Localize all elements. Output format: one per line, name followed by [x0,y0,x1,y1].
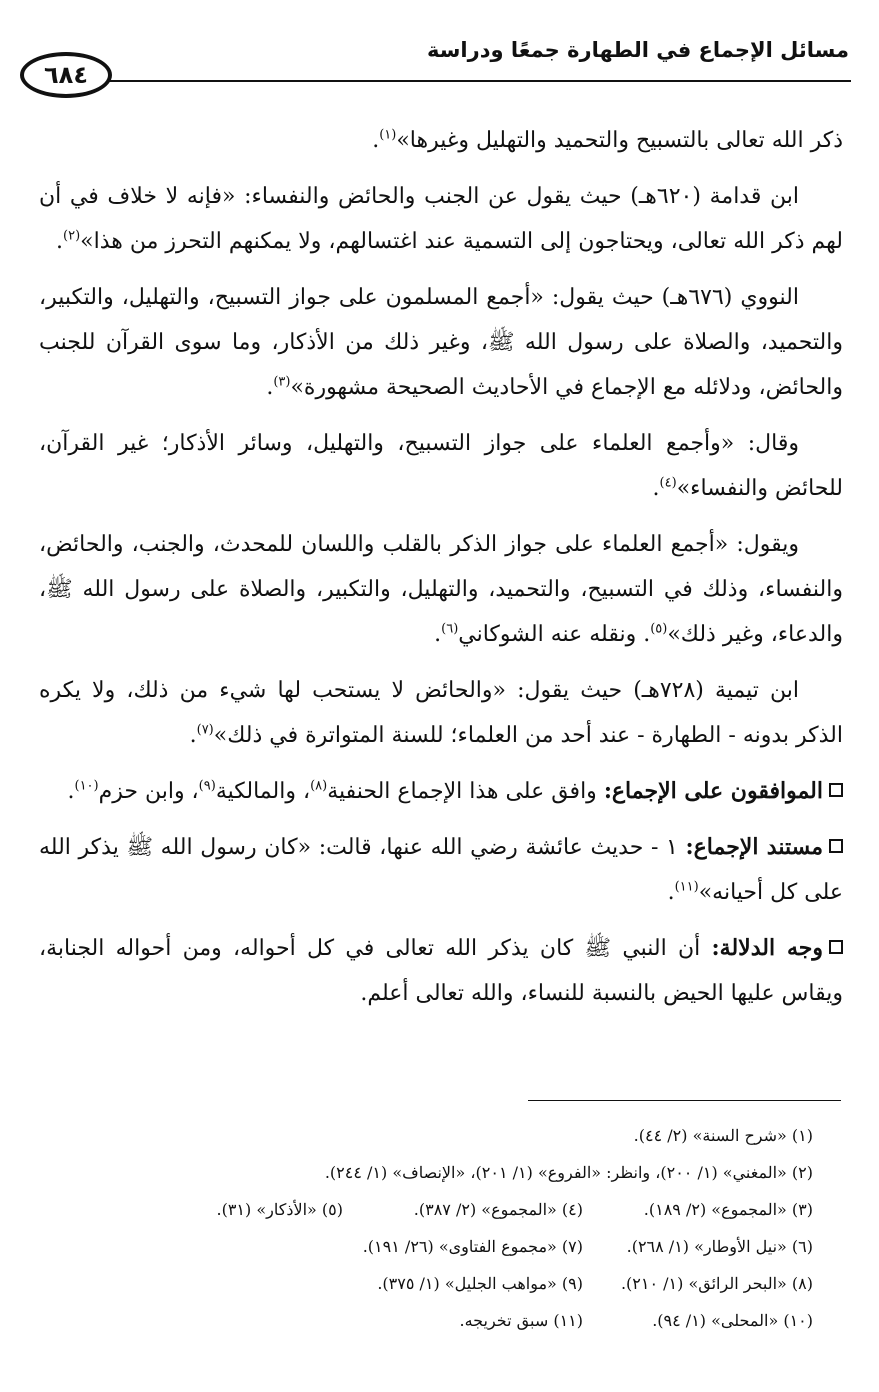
footnote-row [53,1154,813,1191]
text-run: . [652,476,660,501]
header-rule [100,80,851,82]
footnote-ref: (١) [379,127,397,143]
text-run: النووي (٦٧٦هـ) حيث يقول: «أجمع المسلمون على جواز التسبيح، والتهليل، والتكبير، والتحميد، والصلاة على رسول الله ﷺ، وغير ذلك من الأذكار، وما سوى القرآن للجنب والحائض، ودلائله مع الإجماع في الأحاديث الصحيحة مشهورة» [39,285,843,400]
text-run: أن النبي ﷺ كان يذكر الله تعالى في كل أحواله، ومن أحواله الجنابة، ويقاس عليها الحيض بالنسبة للنساء، والله تعالى أعلم. [39,936,843,1006]
text-run: ويقول: «أجمع العلماء على جواز الذكر بالقلب واللسان للمحدث، والجنب، والحائض، والنفساء، وذلك في التسبيح، والتحميد، والتهليل، والتكبير، والصلاة على رسول الله ﷺ، والدعاء، وغير ذلك» [39,532,843,647]
footnote-rule [528,1100,841,1101]
text-run: . [667,880,675,905]
text-run: ابن قدامة (٦٢٠هـ) حيث يقول عن الجنب والحائض والنفساء: «فإنه لا خلاف في أن لهم ذكر الله تعالى، ويحتاجون إلى التسمية عند اغتسالهم، ولا يمكنهم التحرز من هذا» [39,184,843,254]
footnote-row [53,1191,813,1228]
paragraph [39,174,843,264]
footnote-entry: (٣) «المجموع» (٢/ ١٨٩). [643,1200,813,1219]
text-run: ابن تيمية (٧٢٨هـ) حيث يقول: «والحائض لا يستحب لها شيء من ذلك، ولا يكره الذكر بدونه - الطهارة - عند أحد من العلماء؛ للسنة المتواترة في ذلك» [39,678,843,748]
footnote-entry: (٤) «المجموع» (٢/ ٣٨٧). [413,1200,583,1219]
paragraph [39,522,843,657]
text-run: وقال: «وأجمع العلماء على جواز التسبيح، والتهليل، وسائر الأذكار؛ غير القرآن، للحائض والنفساء» [39,431,843,501]
footnote-ref: (٤) [659,475,677,491]
page-number-badge [20,52,112,98]
footnote-row [53,1302,813,1339]
text-run: ، وابن حزم [98,779,199,804]
paragraph [39,926,843,1016]
text-run: . [372,128,380,153]
footnote-row [53,1228,813,1265]
paragraph [39,275,843,410]
footnote-entry: (١) «شرح السنة» (٢/ ٤٤). [633,1126,813,1145]
text-run: ذكر الله تعالى بالتسبيح والتحميد والتهليل وغيرها» [396,128,843,153]
text-run: . [189,723,197,748]
footnote-ref: (٨) [310,778,328,794]
footnote-ref: (٧) [196,722,214,738]
footnote-entry: (٥) «الأذكار» (٣١). [216,1200,343,1219]
footnote-ref: (٣) [273,374,291,390]
footnote-ref: (٢) [63,228,81,244]
section-label: مستند الإجماع: [685,834,824,860]
footnotes [53,1117,813,1339]
footnote-ref: (٩) [198,778,216,794]
paragraph [39,769,843,814]
square-bullet-icon [829,839,843,853]
section-label: الموافقون على الإجماع: [603,778,823,804]
text-run: وافق على هذا الإجماع الحنفية [327,779,604,804]
text-run: . ونقله عنه الشوكاني [458,622,651,647]
square-bullet-icon [829,783,843,797]
footnote-ref: (١٠) [74,778,99,794]
footnote-entry: (٧) «مجموع الفتاوى» (٢٦/ ١٩١). [362,1237,583,1256]
footnote-ref: (٦) [441,621,459,637]
footnote-entry: (١٠) «المحلى» (١/ ٩٤). [652,1311,813,1330]
text-run: . [67,779,75,804]
text-run: . [434,622,442,647]
footnote-entry: (٦) «نيل الأوطار» (١/ ٢٦٨). [626,1237,813,1256]
footnote-entry: (٢) «المغني» (١/ ٢٠٠)، وانظر: «الفروع» (١/ ٢٠١)، «الإنصاف» (١/ ٢٤٤). [324,1163,813,1182]
text-run: ، والمالكية [215,779,311,804]
paragraph [39,668,843,758]
footnote-row [53,1117,813,1154]
paragraph [39,118,843,163]
running-header-title: مسائل الإجماع في الطهارة جمعًا ودراسة [427,38,849,62]
text-run: ١ - حديث عائشة رضي الله عنها، قالت: «كان رسول الله ﷺ يذكر الله على كل أحيانه» [39,835,843,905]
footnote-entry: (٨) «البحر الرائق» (١/ ٢١٠). [620,1274,813,1293]
footnote-entry: (٩) «مواهب الجليل» (١/ ٣٧٥). [377,1274,583,1293]
footnote-entry: (١١) سبق تخريجه. [459,1311,583,1330]
page-number: ٦٨٤ [44,61,88,89]
footnote-ref: (١١) [674,879,699,895]
paragraph [39,825,843,915]
square-bullet-icon [829,940,843,954]
footnote-row [53,1265,813,1302]
paragraph [39,421,843,511]
section-label: وجه الدلالة: [711,935,823,961]
text-run: . [56,229,64,254]
footnote-ref: (٥) [650,621,668,637]
text-run: . [266,375,274,400]
main-text [39,118,843,1027]
